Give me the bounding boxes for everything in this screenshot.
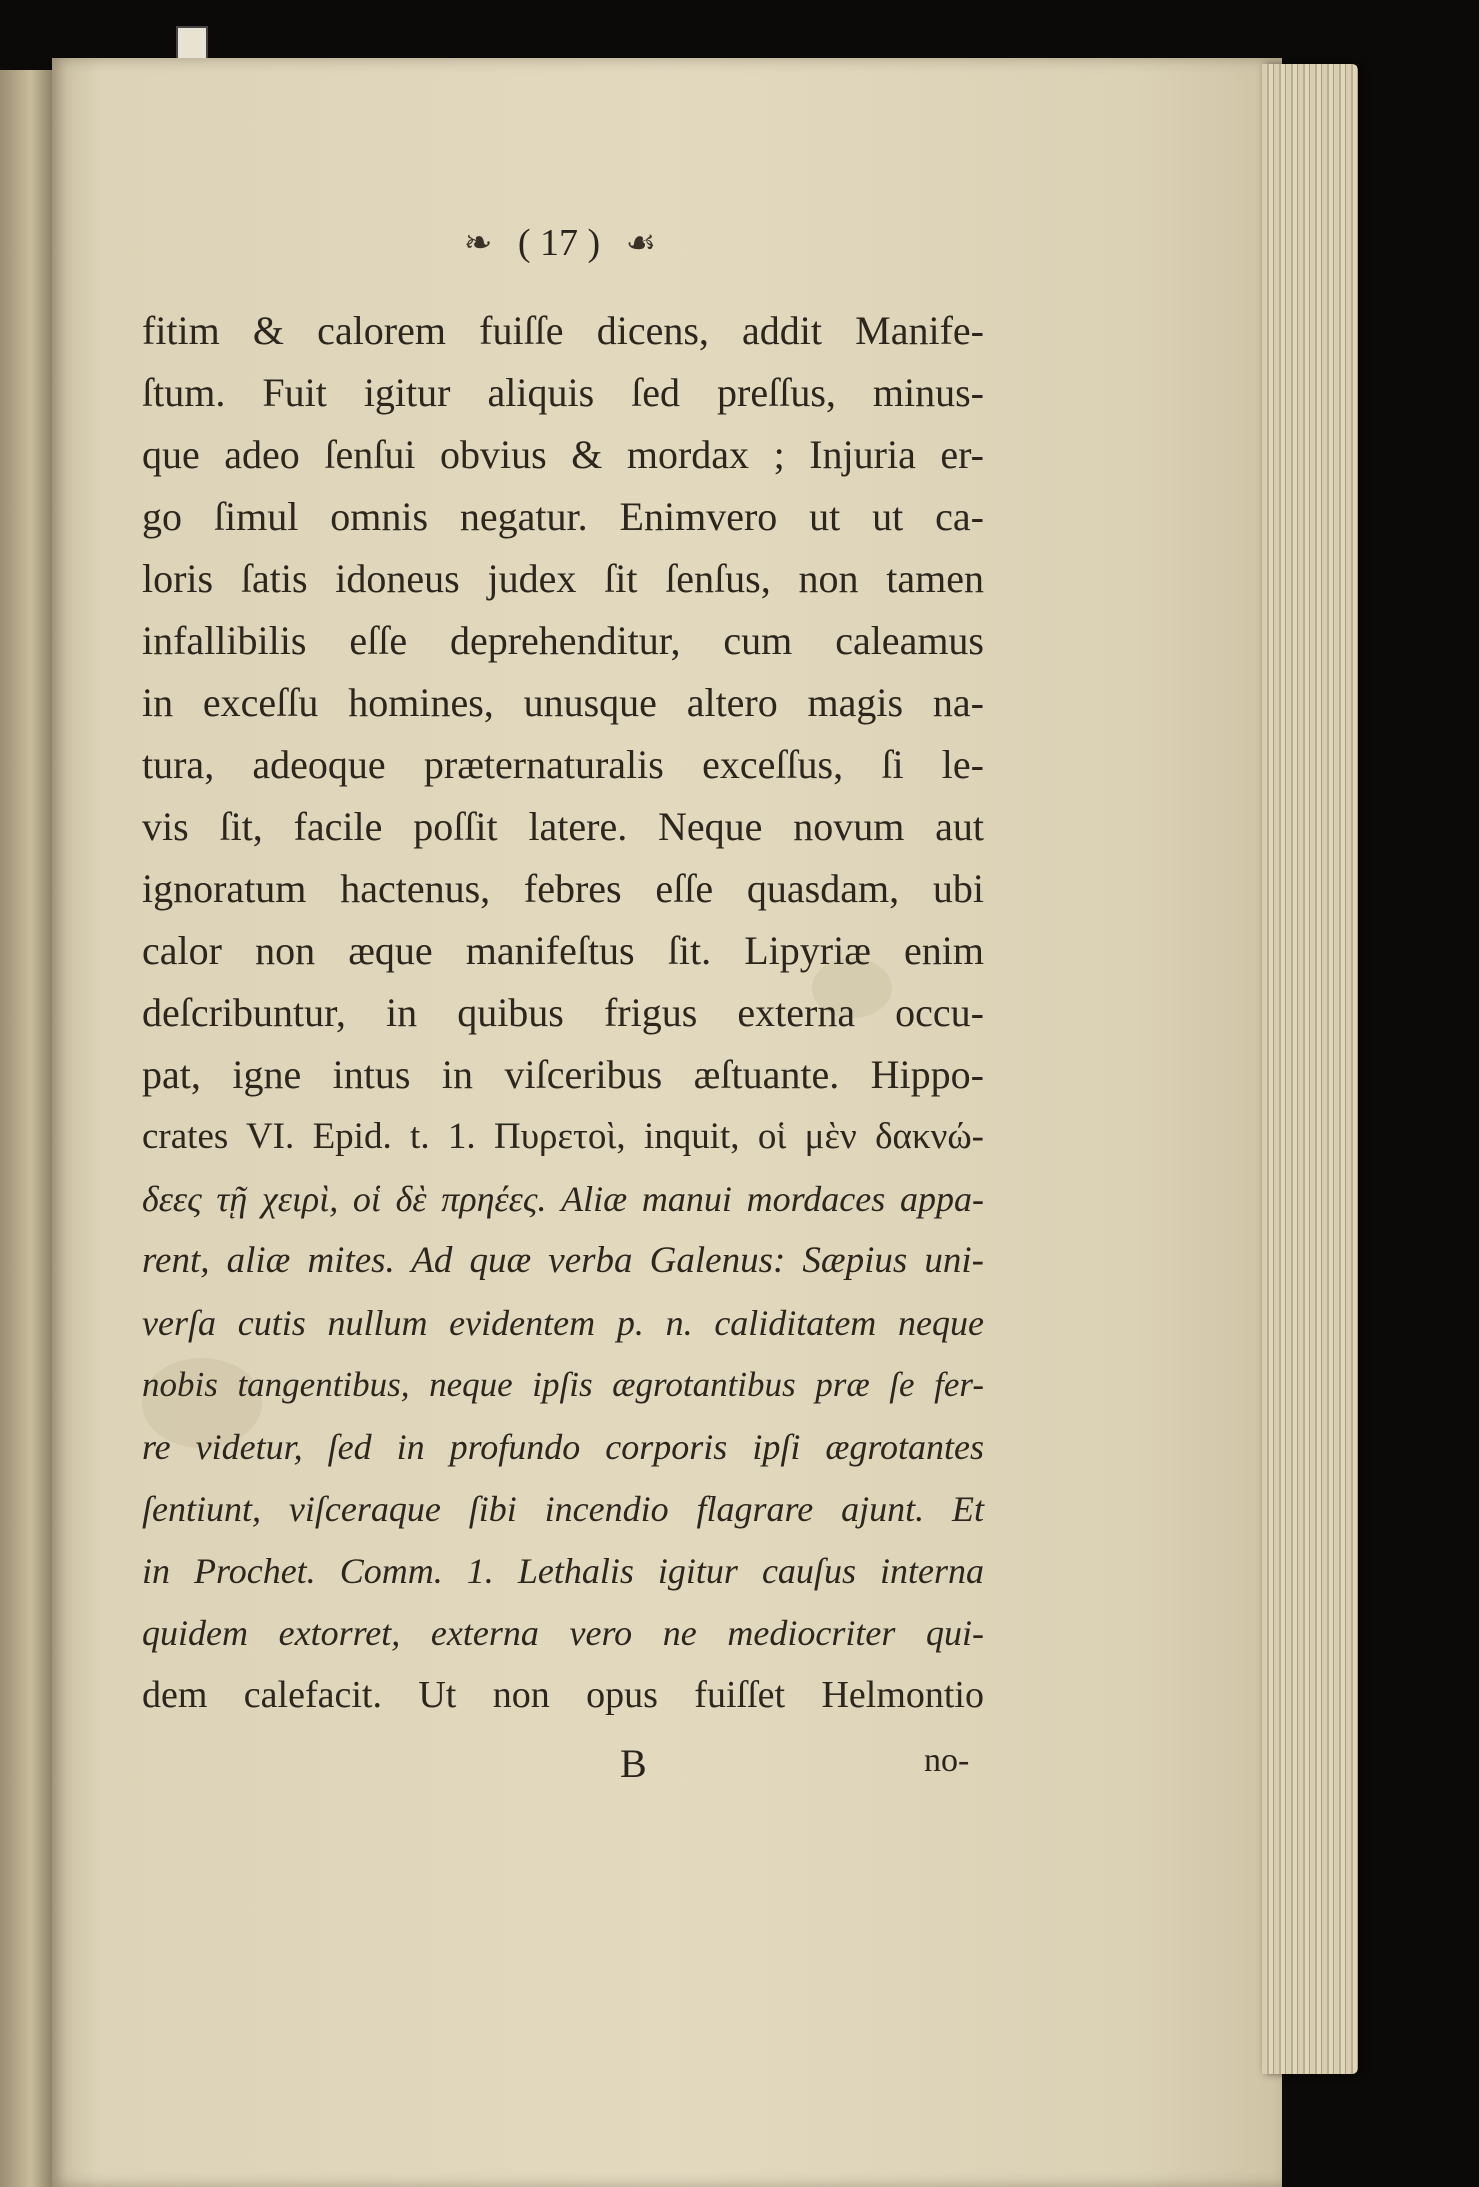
facing-page-edge (0, 70, 52, 2187)
text-line: que adeo ſenſui obvius & mordax ; Injuria er- (142, 432, 984, 477)
right-ornament-icon: ☙ (625, 225, 657, 263)
text-line: crates VI. Epid. t. 1. Πυρετοὶ, inquit, οἱ μὲν δακνώ- (142, 1116, 984, 1157)
text-line: ignoratum hactenus, febres eſſe quasdam, ubi (142, 866, 984, 911)
text-line: ſentiunt, viſceraque ſibi incendio flagrare ajunt. Et (142, 1489, 984, 1529)
text-line: nobis tangentibus, neque ipſis ægrotantibus præ ſe fer- (142, 1365, 984, 1404)
text-line: δεες τῇ χειρὶ, οἱ δὲ πρηέες. Aliæ manui mordaces appa- (142, 1179, 984, 1219)
left-ornament-icon: ❧ (463, 225, 493, 263)
text-line: deſcribuntur, in quibus frigus externa occu- (142, 990, 984, 1035)
text-line: rent, aliæ mites. Ad quæ verba Galenus: Sæpius uni- (142, 1240, 984, 1281)
page-header (380, 218, 740, 274)
text-line: verſa cutis nullum evidentem p. n. caliditatem neque (142, 1303, 984, 1343)
text-line: loris ſatis idoneus judex ſit ſenſus, non tamen (142, 556, 984, 601)
text-line: dem calefacit. Ut non opus fuiſſet Helmontio (142, 1674, 984, 1716)
text-line: re videtur, ſed in profundo corporis ipſi ægrotantes (142, 1427, 984, 1467)
text-line: in exceſſu homines, unusque altero magis na- (142, 680, 984, 725)
text-line: ſtum. Fuit igitur aliquis ſed preſſus, minus- (142, 370, 984, 415)
body-text (142, 300, 984, 1726)
text-line: in Prochet. Comm. 1. Lethalis igitur cauſus interna (142, 1551, 984, 1591)
text-line: vis ſit, facile poſſit latere. Neque novum aut (142, 804, 984, 849)
text-line: pat, igne intus in viſceribus æſtuante. Hippo- (142, 1052, 984, 1097)
page-number: ( 17 ) (517, 222, 601, 265)
text-line: fitim & calorem fuiſſe dicens, addit Manife- (142, 308, 984, 353)
catchword: no- (924, 1742, 970, 1779)
text-line: tura, adeoque præternaturalis exceſſus, ſi le- (142, 742, 984, 787)
signature-mark: B (620, 1741, 647, 1786)
text-line: quidem extorret, externa vero ne mediocriter qui- (142, 1613, 984, 1653)
page-block-edges (1262, 64, 1358, 2074)
text-line: calor non æque manifeſtus ſit. Lipyriæ enim (142, 928, 984, 973)
text-line: go ſimul omnis negatur. Enimvero ut ut ca- (142, 494, 984, 539)
text-line: infallibilis eſſe deprehenditur, cum caleamus (142, 618, 984, 663)
